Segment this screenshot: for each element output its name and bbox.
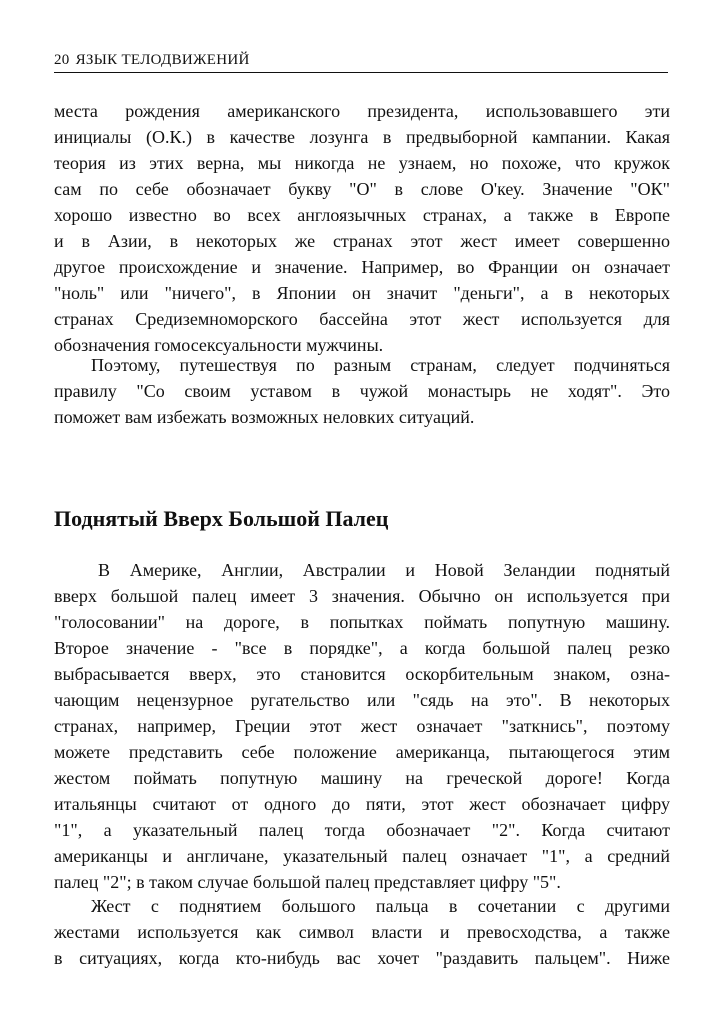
text-line: поможет вам избежать возможных неловких ситуаций. — [54, 407, 475, 427]
text-line: и в Азии, в некоторых же странах этот жест имеет совершенно — [54, 231, 670, 251]
text-line: "ноль" или "ничего", в Японии он значит "деньги", а в некоторых — [54, 283, 670, 303]
text-line: жестами используется как символ власти и превосходства, а также — [54, 922, 670, 942]
text-line: инициалы (О.К.) в качестве лозунга в предвыборной кампании. Какая — [54, 127, 670, 147]
text-line: В Америке, Англии, Австралии и Новой Зеландии поднятый — [98, 560, 670, 580]
text-line: "1", а указательный палец тогда обозначает "2". Когда считают — [54, 820, 670, 840]
text-line: жестом поймать попутную машину на греческой дороге! Когда — [54, 768, 670, 788]
page-number: 20 — [54, 52, 70, 68]
running-header — [54, 52, 250, 69]
text-line: в ситуациях, когда кто-нибудь вас хочет "раздавить пальцем". Ниже — [54, 948, 670, 968]
paragraph — [54, 557, 670, 895]
text-line: Второе значение - "все в порядке", а когда большой палец резко — [54, 638, 670, 658]
text-line: обозначения гомосексуальности мужчины. — [54, 335, 384, 355]
text-line: чающим нецензурное ругательство или "сядь на это". В некоторых — [54, 690, 670, 710]
text-line: сам по себе обозначает букву "О" в слове О'кеу. Значение "ОК" — [54, 179, 670, 199]
text-line: теория из этих верна, мы никогда не узнаем, но похоже, что кружок — [54, 153, 670, 173]
text-line: можете представить себе положение американца, пытающегося этим — [54, 742, 670, 762]
text-line: места рождения американского президента, использовавшего эти — [54, 101, 670, 121]
text-line: хорошо известно во всех англоязычных странах, а также в Европе — [54, 205, 670, 225]
text-line: вверх большой палец имеет 3 значения. Обычно он используется при — [54, 586, 670, 606]
text-line: странах, например, Греции этот жест означает "заткнись", поэтому — [54, 716, 670, 736]
text-line: выбрасывается вверх, это становится оскорбительным знаком, озна- — [54, 664, 670, 684]
text-line: Жест с поднятием большого пальца в сочетании с другими — [91, 896, 670, 916]
text-line: странах Средиземноморского бассейна этот жест используется для — [54, 309, 670, 329]
text-line: "голосовании" на дороге, в попытках поймать попутную машину. — [54, 612, 670, 632]
section-heading: Поднятый Вверх Большой Палец — [54, 506, 389, 531]
text-line: другое происхождение и значение. Например, во Франции он означает — [54, 257, 670, 277]
text-line: американцы и англичане, указательный палец означает "1", а средний — [54, 846, 670, 866]
paragraph — [54, 893, 670, 971]
text-line: правилу "Со своим уставом в чужой монастырь не ходят". Это — [54, 381, 670, 401]
text-line: итальянцы считают от одного до пяти, этот жест обозначает цифру — [54, 794, 670, 814]
paragraph — [54, 352, 670, 430]
header-rule — [54, 72, 668, 73]
text-line: Поэтому, путешествуя по разным странам, следует подчиняться — [91, 355, 670, 375]
paragraph-continuation — [54, 98, 670, 358]
text-line: палец "2"; в таком случае большой палец представляет цифру "5". — [54, 872, 561, 892]
running-title: ЯЗЫК ТЕЛОДВИЖЕНИЙ — [75, 52, 250, 68]
